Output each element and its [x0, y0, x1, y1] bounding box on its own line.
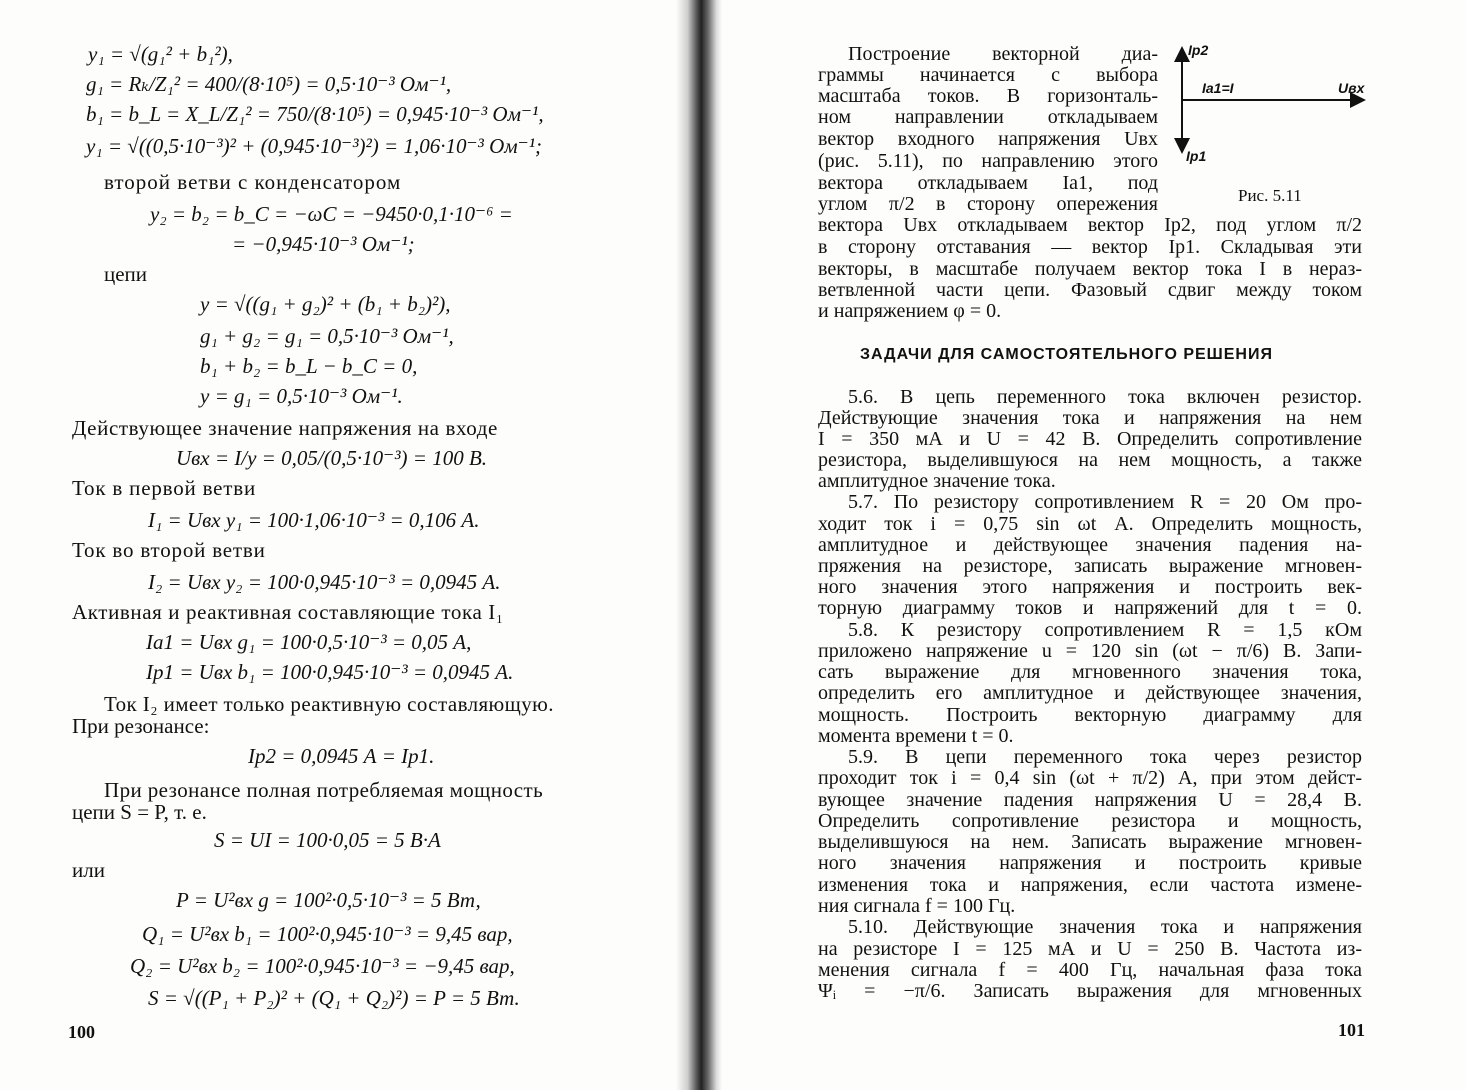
- left-page: [0, 0, 690, 1090]
- problem-line: 5.8. К резистору сопротивлением R = 1,5 кОм: [848, 619, 1362, 641]
- problem-line: ходит ток i = 0,75 sin ωt А. Определить мощность,: [818, 513, 1362, 535]
- label-ip1: Ip1: [1186, 148, 1207, 164]
- label-uvx: Uвх: [1338, 80, 1365, 96]
- problem-line: резистора, выделившуюся на нем мощность, а также: [818, 449, 1362, 471]
- problem-line: менения сигнала f = 400 Гц, начальная фаза тока: [818, 959, 1362, 981]
- formula-ip2: Iр2 = 0,0945 А = Iр1.: [248, 744, 435, 768]
- formula-s-total: S = √((P₁ + P₂)² + (Q₁ + Q₂)²) = P = 5 Вт.: [148, 986, 520, 1010]
- problem-line: сать выражение для мгновенного значения тока,: [818, 661, 1362, 683]
- formula-q2: Q₂ = U²вх b₂ = 100²·0,945·10⁻³ = −9,45 вар,: [130, 954, 515, 978]
- formula-y2-value: = −0,945·10⁻³ Ом⁻¹;: [232, 232, 415, 256]
- problem-line: мощность. Построить векторную диаграмму для: [818, 704, 1362, 726]
- formula-s: S = UI = 100·0,05 = 5 В·А: [214, 828, 441, 852]
- figure-caption: Рис. 5.11: [1238, 186, 1302, 205]
- formula-y2: y₂ = b₂ = b_C = −ωC = −9450·0,1·10⁻⁶ =: [150, 202, 513, 226]
- formula-i1: I₁ = Uвх y₁ = 100·1,06·10⁻³ = 0,106 А.: [148, 508, 480, 532]
- text-at-resonance: При резонансе:: [72, 714, 210, 738]
- intro-line: ветвленной части цепи. Фазовый сдвиг между током: [818, 279, 1362, 301]
- formula-g-sum: g₁ + g₂ = g₁ = 0,5·10⁻³ Ом⁻¹,: [200, 324, 454, 348]
- intro-line: вектор входного напряжения Uвх: [818, 128, 1158, 150]
- formula-uvx: Uвх = I/y = 0,05/(0,5·10⁻³) = 100 В.: [176, 446, 488, 470]
- problem-line: Определить сопротивление резистора и мощность,: [818, 810, 1362, 832]
- intro-line: в сторону отставания — вектор Iр1. Складывая эти: [818, 236, 1362, 258]
- text-second-branch: второй ветви с конденсатором: [104, 170, 402, 194]
- intro-line: углом π/2 в сторону опережения: [818, 193, 1158, 215]
- text-components: Активная и реактивная составляющие тока I₁: [72, 600, 504, 624]
- text-current-second-branch: Ток во второй ветви: [72, 538, 266, 562]
- problem-line: Действующие значения тока и напряжения на нем: [818, 407, 1362, 429]
- problem-line: выделившуюся на нем. Записать выражение мгновен-: [818, 831, 1362, 853]
- formula-ia1: Iа1 = Uвх g₁ = 100·0,5·10⁻³ = 0,05 А,: [146, 630, 472, 654]
- intro-line: векторы, в масштабе получаем вектор тока I в нераз-: [818, 258, 1362, 280]
- intro-line: вектора Uвх откладываем вектор Iр2, под углом π/2: [818, 214, 1362, 236]
- intro-line: (рис. 5.11), по направлению этого: [818, 150, 1158, 172]
- label-ia1: Ia1=I: [1202, 80, 1234, 96]
- formula-ip1: Iр1 = Uвх b₁ = 100·0,945·10⁻³ = 0,0945 А.: [146, 660, 514, 684]
- text-circuit: цепи: [104, 262, 148, 286]
- problem-line: 5.10. Действующие значения тока и напряжения: [848, 916, 1362, 938]
- formula-y: y = √((g₁ + g₂)² + (b₁ + b₂)²),: [200, 292, 451, 316]
- problem-line: приложено напряжение u = 120 sin (ωt − π/6) В. Запи-: [818, 640, 1362, 662]
- text-resonance-power: При резонансе полная потребляемая мощность: [104, 778, 544, 802]
- problem-line: 5.9. В цепи переменного тока через резистор: [848, 746, 1362, 768]
- problem-line: изменения тока и напряжения, если частота измене-: [818, 874, 1362, 896]
- vector-diagram: [1172, 42, 1372, 205]
- book-gutter: [676, 0, 722, 1090]
- problem-line: ного значения напряжения и построить кривые: [818, 852, 1362, 874]
- problem-line: Ψᵢ = −π/6. Записать выражения для мгновенных: [818, 980, 1362, 1002]
- formula-g1: g₁ = Rₖ/Z₁² = 400/(8·10⁵) = 0,5·10⁻³ Ом⁻¹,: [86, 72, 452, 96]
- label-ip2: Ip2: [1188, 42, 1209, 58]
- problem-line: момента времени t = 0.: [818, 725, 1014, 747]
- section-heading: ЗАДАЧИ ДЛЯ САМОСТОЯТЕЛЬНОГО РЕШЕНИЯ: [860, 346, 1273, 363]
- formula-p: P = U²вх g = 100²·0,5·10⁻³ = 5 Вт,: [176, 888, 481, 912]
- problem-line: на резисторе I = 125 мА и U = 250 В. Частота из-: [818, 938, 1362, 960]
- problem-line: 5.7. По резистору сопротивлением R = 20 Ом про-: [848, 491, 1362, 513]
- problem-line: определить его амплитудное и действующее значения,: [818, 682, 1362, 704]
- formula-b1: b₁ = b_L = X_L/Z₁² = 750/(8·10⁵) = 0,945·10⁻³ Ом⁻¹,: [86, 102, 544, 126]
- intro-line: граммы начинается с выбора: [818, 64, 1158, 86]
- text-input-voltage: Действующее значение напряжения на входе: [72, 416, 498, 440]
- problem-line: 5.6. В цепь переменного тока включен резистор.: [848, 386, 1362, 408]
- intro-line: Построение векторной диа-: [848, 43, 1158, 65]
- page-number-left: 100: [68, 1022, 95, 1042]
- intro-line: ном направлении откладываем: [818, 106, 1158, 128]
- problem-line: ния сигнала f = 100 Гц.: [818, 895, 1016, 917]
- formula-y1: y₁ = √(g₁² + b₁²),: [88, 42, 233, 66]
- text-current-first-branch: Ток в первой ветви: [72, 476, 257, 500]
- problem-line: проходит ток i = 0,4 sin (ωt + π/2) А, при этом дейст-: [818, 767, 1362, 789]
- problem-line: вующее значение падения напряжения U = 28,4 В.: [818, 789, 1362, 811]
- problem-line: амплитудное значение тока.: [818, 470, 1056, 492]
- intro-line: масштаба токов. В горизонталь-: [818, 85, 1158, 107]
- text-i2-reactive: Ток I₂ имеет только реактивную составляющую.: [104, 692, 554, 716]
- formula-y-value: y = g₁ = 0,5·10⁻³ Ом⁻¹.: [200, 384, 403, 408]
- text-or: или: [72, 858, 105, 882]
- problem-line: I = 350 мА и U = 42 В. Определить сопротивление: [818, 428, 1362, 450]
- formula-y1-value: y₁ = √((0,5·10⁻³)² + (0,945·10⁻³)²) = 1,06·10⁻³ Ом⁻¹;: [86, 134, 543, 158]
- intro-line: вектора откладываем Iа1, под: [818, 172, 1158, 194]
- page-number-right: 101: [1338, 1020, 1365, 1040]
- formula-q1: Q₁ = U²вх b₁ = 100²·0,945·10⁻³ = 9,45 вар,: [142, 922, 513, 946]
- formula-b-sum: b₁ + b₂ = b_L − b_C = 0,: [200, 354, 418, 378]
- formula-i2: I₂ = Uвх y₂ = 100·0,945·10⁻³ = 0,0945 А.: [148, 570, 501, 594]
- intro-line: и напряжением φ = 0.: [818, 300, 1002, 322]
- text-s-equals-p: цепи S = P, т. е.: [72, 800, 207, 824]
- problem-line: ного значения этого напряжения и построить век-: [818, 576, 1362, 598]
- problem-line: торную диаграмму токов и напряжений для t = 0.: [818, 597, 1362, 619]
- problem-line: пряжения на резисторе, записать выражение мгновен-: [818, 555, 1362, 577]
- problem-line: амплитудное и действующее значения падения на-: [818, 534, 1362, 556]
